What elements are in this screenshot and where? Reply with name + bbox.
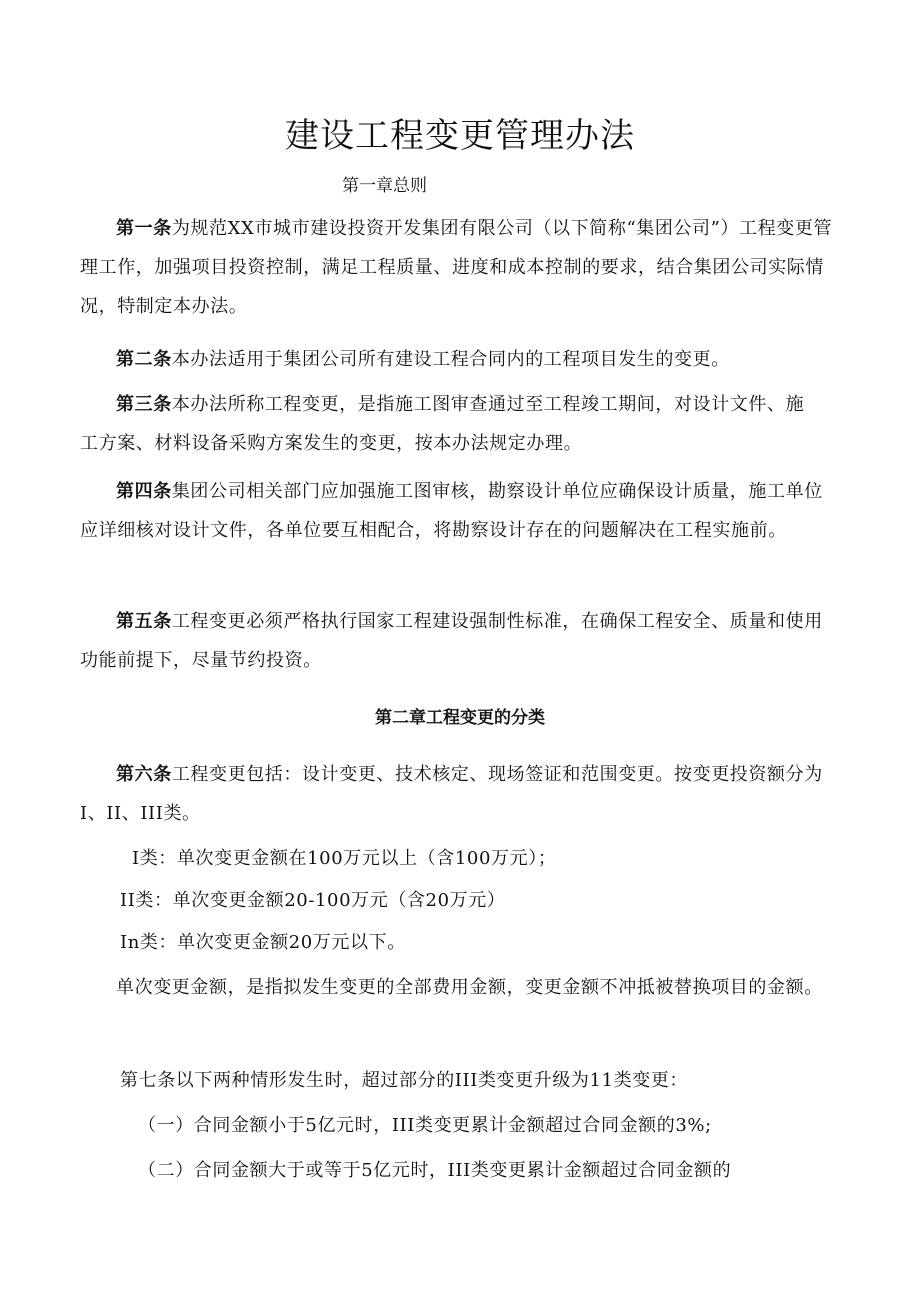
- article-3: [80, 385, 810, 463]
- class-3-line: In类：单次变更金额20万元以下。: [120, 932, 406, 953]
- article-label: 第五条: [116, 611, 172, 632]
- chapter-2-heading: 第二章工程变更的分类: [375, 708, 545, 728]
- class-1-line: I类：单次变更金额在100万元以上（含100万元）；: [132, 848, 557, 869]
- article-6: [80, 755, 840, 833]
- chapter-1-heading: 第一章总则: [342, 176, 427, 196]
- article-7-item-2: （二）合同金额大于或等于5亿元时，III类变更累计金额超过合同金额的: [138, 1160, 732, 1181]
- article-text: 集团公司相关部门应加强施工图审核，勘察设计单位应确保设计质量，施工单位应详细核对设计文件，各单位要互相配合，将勘察设计存在的问题解决在工程实施前。: [80, 481, 823, 541]
- article-4: [80, 472, 840, 550]
- article-text: 本办法适用于集团公司所有建设工程合同内的工程项目发生的变更。: [171, 349, 730, 370]
- class-2-line: II类：单次变更金额20-100万元（含20万元）: [120, 890, 506, 911]
- article-label: 第二条: [116, 349, 172, 370]
- article-7: 第七条以下两种情形发生时，超过部分的III类变更升级为11类变更：: [120, 1070, 689, 1091]
- article-label: 第三条: [116, 394, 172, 415]
- article-text: 工程变更必须严格执行国家工程建设强制性标准，在确保工程安全、质量和使用功能前提下，尽量节约投资。: [80, 611, 823, 671]
- article-text: 工程变更包括：设计变更、技术核定、现场签证和范围变更。按变更投资额分为I、II、III类。: [80, 764, 823, 824]
- article-text: 为规范XX市城市建设投资开发集团有限公司（以下简称“集团公司”）工程变更管理工作，加强项目投资控制，满足工程质量、进度和成本控制的要求，结合集团公司实际情况，特制定本办法。: [80, 218, 833, 317]
- article-1: [80, 209, 840, 326]
- document-title: 建设工程变更管理办法: [285, 116, 635, 156]
- article-5: [80, 602, 840, 680]
- article-label: 第六条: [116, 764, 172, 785]
- amount-definition: 单次变更金额，是指拟发生变更的全部费用金额，变更金额不冲抵被替换项目的金额。: [116, 977, 823, 998]
- article-7-item-1: （一）合同金额小于5亿元时，III类变更累计金额超过合同金额的3%;: [138, 1115, 712, 1136]
- article-2: [80, 340, 840, 379]
- article-label: 第一条: [116, 218, 172, 239]
- article-text: 本办法所称工程变更，是指施工图审查通过至工程竣工期间，对设计文件、施工方案、材料设备采购方案发生的变更，按本办法规定办理。: [80, 394, 805, 454]
- article-label: 第四条: [116, 481, 172, 502]
